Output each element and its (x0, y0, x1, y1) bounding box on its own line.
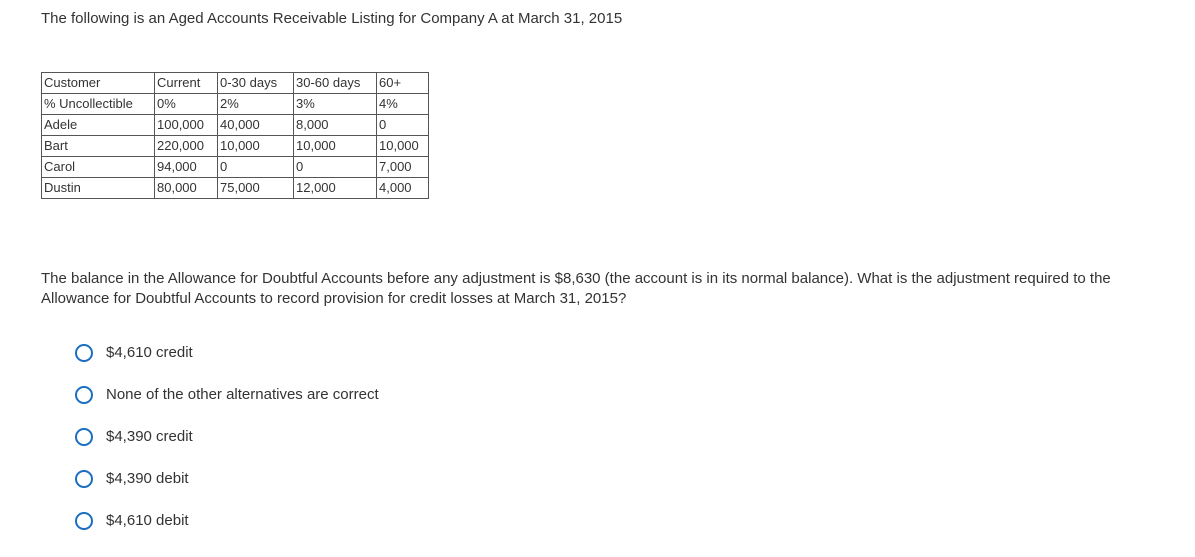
radio-unchecked-icon[interactable] (75, 386, 93, 404)
table-cell: 0% (155, 94, 218, 115)
table-row (42, 157, 429, 178)
table-row (42, 94, 429, 115)
table-cell: 75,000 (218, 178, 294, 199)
table-cell: 80,000 (155, 178, 218, 199)
answer-option-none-correct[interactable] (75, 382, 379, 408)
option-label[interactable]: $4,610 credit (106, 344, 193, 361)
table-cell: 0 (377, 115, 429, 136)
table-cell: 0 (218, 157, 294, 178)
table-cell: 30-60 days (294, 73, 377, 94)
table-cell: 40,000 (218, 115, 294, 136)
option-label[interactable]: $4,610 debit (106, 512, 189, 529)
table-cell: 12,000 (294, 178, 377, 199)
table-row (42, 115, 429, 136)
table-cell: 8,000 (294, 115, 377, 136)
table-cell: 10,000 (218, 136, 294, 157)
table-cell: 7,000 (377, 157, 429, 178)
table-cell: 4% (377, 94, 429, 115)
aged-receivables-table (41, 72, 429, 199)
option-label[interactable]: $4,390 credit (106, 428, 193, 445)
radio-unchecked-icon[interactable] (75, 512, 93, 530)
table-row (42, 178, 429, 199)
table-row (42, 136, 429, 157)
answer-options (75, 340, 379, 550)
table-cell: Current (155, 73, 218, 94)
answer-option-4390-debit[interactable] (75, 466, 379, 492)
option-label[interactable]: $4,390 debit (106, 470, 189, 487)
table-cell: 10,000 (294, 136, 377, 157)
answer-option-4390-credit[interactable] (75, 424, 379, 450)
table-cell: 94,000 (155, 157, 218, 178)
table-cell: % Uncollectible (42, 94, 155, 115)
table-cell: Customer (42, 73, 155, 94)
table-row (42, 73, 429, 94)
radio-unchecked-icon[interactable] (75, 428, 93, 446)
table-cell: 0-30 days (218, 73, 294, 94)
table-cell: Carol (42, 157, 155, 178)
answer-option-4610-debit[interactable] (75, 508, 379, 534)
table-cell: 10,000 (377, 136, 429, 157)
question-text: The balance in the Allowance for Doubtful Accounts before any adjustment is $8,630 (the account is in its normal balance). What is the adjustment required to the Allowance for Doubtful Accounts to record provision for credit losses at March 31, 2015? (41, 270, 1111, 307)
table-cell: Adele (42, 115, 155, 136)
table-cell: 0 (294, 157, 377, 178)
option-label[interactable]: None of the other alternatives are correct (106, 386, 379, 403)
radio-unchecked-icon[interactable] (75, 344, 93, 362)
table-cell: 220,000 (155, 136, 218, 157)
table-cell: 3% (294, 94, 377, 115)
table-cell: Bart (42, 136, 155, 157)
table-cell: Dustin (42, 178, 155, 199)
table-cell: 100,000 (155, 115, 218, 136)
table-cell: 60+ (377, 73, 429, 94)
intro-text: The following is an Aged Accounts Receivable Listing for Company A at March 31, 2015 (41, 10, 623, 27)
table-cell: 2% (218, 94, 294, 115)
table-cell: 4,000 (377, 178, 429, 199)
radio-unchecked-icon[interactable] (75, 470, 93, 488)
answer-option-4610-credit[interactable] (75, 340, 379, 366)
